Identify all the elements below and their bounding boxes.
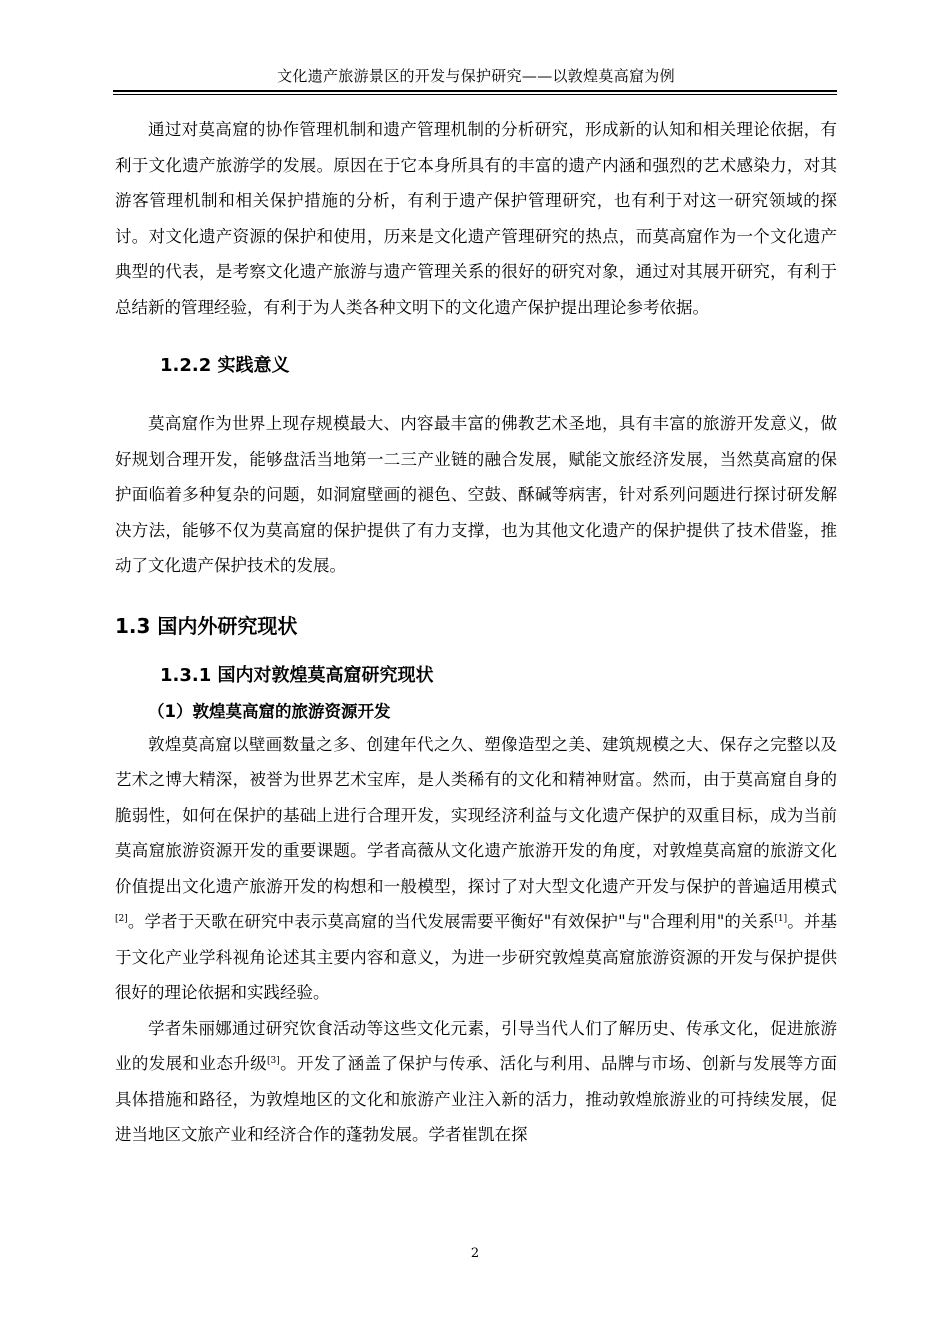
paragraph-text: 。并基于文化产业学科视角论述其主要内容和意义，为进一步研究敦煌莫高窟旅游资源的开发与保护提供很好的理论依据和实践经验。 (115, 912, 838, 1002)
section-heading-1-2-2: 1.2.2 实践意义 (160, 355, 290, 376)
research-significance-paragraph: 通过对莫高窟的协作管理机制和遗产管理机制的分析研究，形成新的认知和相关理论依据，有利于文化遗产旅游学的发展。原因在于它本身所具有的丰富的遗产内涵和强烈的艺术感染力，对其游客管理机制和相关保护措施的分析，有利于遗产保护管理研究，也有利于对这一研究领域的探讨。对文化遗产资源的保护和使用，历来是文化遗产管理研究的热点，而莫高窟作为一个文化遗产典型的代表，是考察文化遗产旅游与遗产管理关系的很好的研究对象，通过对其展开研究，有利于总结新的管理经验，有利于为人类各种文明下的文化遗产保护提出理论参考依据。 (115, 120, 837, 317)
domestic-research-paragraph-2 (115, 1011, 837, 1153)
paragraph-text: 敦煌莫高窟以壁画数量之多、创建年代之久、塑像造型之美、建筑规模之大、保存之完整以及艺术之博大精深，被誉为世界艺术宝库，是人类稀有的文化和精神财富。然而，由于莫高窟自身的脆弱性，如何在保护的基础上进行合理开发，实现经济利益与文化遗产保护的双重目标，成为当前莫高窟旅游资源开发的重要课题。学者高薇从文化遗产旅游开发的角度，对敦煌莫高窟的旅游文化价值提出文化遗产旅游开发的构想和一般模型，探讨了对大型文化遗产开发与保护的普遍适用模式 (115, 734, 837, 896)
citation-ref-2: [2] (115, 914, 128, 924)
running-header: 文化遗产旅游景区的开发与保护研究——以敦煌莫高窟为例 (277, 67, 675, 85)
page-body (115, 112, 837, 1153)
paragraph-text: 。开发了涵盖了保护与传承、活化与利用、品牌与市场、创新与发展等方面具体措施和路径，为敦煌地区的文化和旅游产业注入新的活力，推动敦煌旅游业的可持续发展，促进当地区文旅产业和经济合作的蓬勃发展。学者崔凯在探 (115, 1054, 838, 1144)
paragraph-text: 。学者于天歌在研究中表示莫高窟的当代发展需要平衡好"有效保护"与"合理利用"的关系 (127, 912, 775, 931)
header-rule-thick (113, 90, 837, 92)
section-heading-1-3-1: 1.3.1 国内对敦煌莫高窟研究现状 (160, 664, 434, 686)
citation-ref-3: [3] (266, 1056, 280, 1066)
domestic-research-paragraph-1 (115, 727, 837, 1011)
practical-significance-paragraph: 莫高窟作为世界上现存规模最大、内容最丰富的佛教艺术圣地，具有丰富的旅游开发意义，做好规划合理开发，能够盘活当地第一二三产业链的融合发展，赋能文旅经济发展，当然莫高窟的保护面临着多种复杂的问题，如洞窟壁画的褪色、空鼓、酥碱等病害，针对系列问题进行探讨研发解决方法，能够不仅为莫高窟的保护提供了有力支撑，也为其他文化遗产的保护提供了技术借鉴，推动了文化遗产保护技术的发展。 (115, 414, 837, 575)
subsection-heading-tourism-resource: （1）敦煌莫高窟的旅游资源开发 (148, 701, 391, 721)
section-heading-1-3: 1.3 国内外研究现状 (115, 613, 298, 638)
header-rule-thin (113, 94, 837, 95)
page-number: 2 (470, 1246, 480, 1261)
citation-ref-1: [1] (774, 914, 788, 924)
paragraph-text: 学者朱丽娜通过研究饮食活动等这些文化元素，引导当代人们了解历史、传承文化，促进旅游业的发展和业态升级 (115, 1018, 837, 1073)
